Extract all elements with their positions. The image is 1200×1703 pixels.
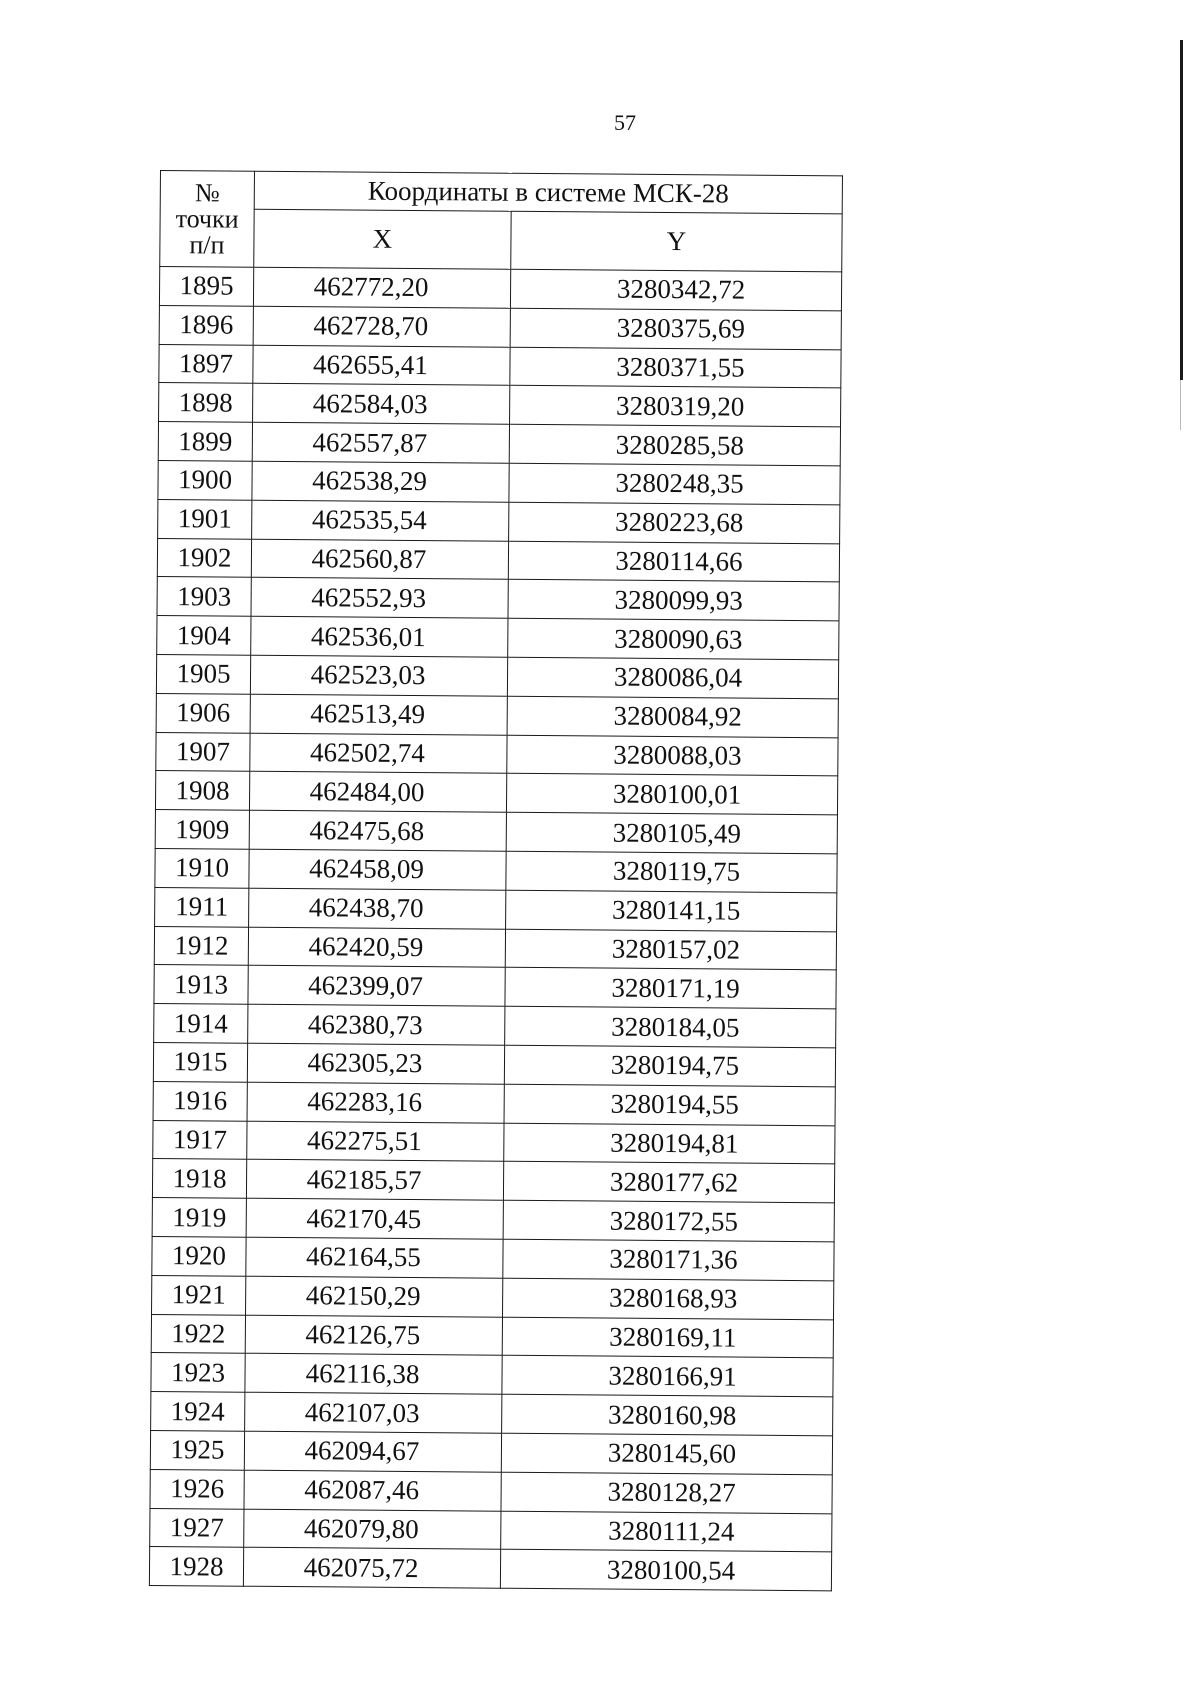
table-row	[150, 1469, 832, 1513]
table-row	[150, 1508, 832, 1552]
cell-x: 462513,49	[250, 694, 507, 735]
cell-y: 3280194,81	[504, 1123, 835, 1164]
cell-point-number: 1927	[150, 1508, 244, 1548]
cell-x: 462380,73	[248, 1004, 505, 1045]
cell-y: 3280145,60	[501, 1433, 832, 1474]
cell-point-number: 1899	[158, 422, 252, 462]
cell-point-number: 1915	[153, 1042, 247, 1082]
cell-x: 462079,80	[244, 1509, 501, 1550]
table-row	[152, 1236, 834, 1280]
cell-point-number: 1906	[156, 693, 250, 733]
table-row	[154, 1004, 836, 1048]
cell-x: 462170,45	[246, 1198, 503, 1239]
cell-point-number: 1898	[159, 383, 253, 423]
table-body	[149, 267, 841, 1591]
cell-y: 3280099,93	[508, 580, 839, 621]
cell-point-number: 1926	[150, 1469, 244, 1509]
cell-point-number: 1907	[156, 732, 250, 772]
cell-point-number: 1922	[151, 1314, 245, 1354]
cell-y: 3280128,27	[501, 1472, 832, 1513]
cell-y: 3280100,54	[500, 1550, 831, 1591]
cell-point-number: 1924	[151, 1392, 245, 1432]
cell-x: 462538,29	[252, 461, 509, 502]
cell-point-number: 1903	[157, 577, 251, 617]
cell-y: 3280184,05	[505, 1006, 836, 1047]
cell-x: 462584,03	[253, 384, 510, 425]
table-row	[149, 1547, 831, 1591]
cell-y: 3280248,35	[509, 463, 840, 504]
cell-point-number: 1914	[154, 1004, 248, 1044]
scan-edge-line-faint	[1180, 380, 1181, 430]
table-row	[157, 577, 839, 621]
page-number: 57	[614, 110, 636, 135]
cell-y: 3280177,62	[503, 1162, 834, 1203]
table-row	[155, 810, 837, 854]
cell-x: 462557,87	[252, 422, 509, 463]
cell-x: 462087,46	[244, 1470, 501, 1511]
cell-x: 462484,00	[249, 772, 506, 813]
table-row	[156, 732, 838, 776]
table-row	[151, 1353, 833, 1397]
cell-point-number: 1900	[158, 460, 252, 500]
cell-y: 3280223,68	[509, 502, 840, 543]
table-row	[152, 1198, 834, 1242]
cell-point-number: 1923	[151, 1353, 245, 1393]
cell-point-number: 1919	[152, 1198, 246, 1238]
cell-y: 3280194,55	[504, 1084, 835, 1125]
cell-x: 462552,93	[251, 578, 508, 619]
cell-y: 3280111,24	[501, 1511, 832, 1552]
cell-point-number: 1896	[159, 305, 253, 345]
cell-y: 3280166,91	[502, 1356, 833, 1397]
cell-point-number: 1917	[153, 1120, 247, 1160]
cell-y: 3280319,20	[510, 386, 841, 427]
header-point-word: точки	[175, 203, 239, 234]
cell-point-number: 1928	[149, 1547, 243, 1587]
cell-point-number: 1920	[152, 1236, 246, 1276]
cell-x: 462164,55	[246, 1237, 503, 1278]
table-row	[155, 848, 837, 892]
cell-point-number: 1901	[158, 499, 252, 539]
table-row	[159, 383, 841, 427]
cell-y: 3280119,75	[506, 851, 837, 892]
cell-point-number: 1908	[155, 771, 249, 811]
cell-y: 3280169,11	[502, 1317, 833, 1358]
cell-point-number: 1895	[159, 267, 253, 307]
cell-y: 3280171,19	[505, 968, 836, 1009]
cell-point-number: 1916	[153, 1081, 247, 1121]
cell-x: 462772,20	[253, 267, 510, 308]
table-row	[155, 771, 837, 815]
cell-x: 462536,01	[251, 616, 508, 657]
table-row	[152, 1159, 834, 1203]
cell-point-number: 1925	[150, 1430, 244, 1470]
cell-point-number: 1897	[159, 344, 253, 384]
table-row	[158, 499, 840, 543]
table-row	[159, 305, 841, 349]
cell-y: 3280194,75	[504, 1045, 835, 1086]
cell-y: 3280157,02	[505, 929, 836, 970]
cell-point-number: 1909	[155, 810, 249, 850]
cell-x: 462399,07	[248, 966, 505, 1007]
cell-x: 462185,57	[246, 1160, 503, 1201]
table-row	[150, 1430, 832, 1474]
table-row	[154, 926, 836, 970]
cell-x: 462275,51	[247, 1121, 504, 1162]
cell-x: 462655,41	[253, 345, 510, 386]
cell-y: 3280100,01	[506, 774, 837, 815]
table-row	[158, 422, 840, 466]
table-row	[157, 616, 839, 660]
cell-x: 462107,03	[245, 1392, 502, 1433]
cell-y: 3280141,15	[506, 890, 837, 931]
table-row	[153, 1120, 835, 1164]
cell-x: 462560,87	[251, 539, 508, 580]
cell-point-number: 1912	[154, 926, 248, 966]
table-row	[156, 654, 838, 698]
table-row	[153, 1042, 835, 1086]
header-number-sign: №	[194, 177, 220, 207]
cell-point-number: 1911	[155, 887, 249, 927]
cell-x: 462305,23	[247, 1043, 504, 1084]
cell-point-number: 1905	[156, 654, 250, 694]
header-y: Y	[511, 211, 842, 272]
cell-y: 3280172,55	[503, 1200, 834, 1241]
cell-point-number: 1904	[157, 616, 251, 656]
cell-x: 462420,59	[248, 927, 505, 968]
cell-y: 3280105,49	[506, 812, 837, 853]
header-x: X	[254, 209, 511, 269]
cell-y: 3280285,58	[509, 424, 840, 465]
table-row	[157, 538, 839, 582]
cell-x: 462502,74	[250, 733, 507, 774]
cell-y: 3280090,63	[508, 618, 839, 659]
cell-x: 462075,72	[243, 1547, 500, 1588]
cell-y: 3280160,98	[502, 1394, 833, 1435]
table-row	[153, 1081, 835, 1125]
coordinates-table	[149, 170, 843, 1591]
table-header	[160, 171, 843, 272]
header-ordinal-abbr: п/п	[189, 229, 225, 260]
cell-y: 3280375,69	[510, 308, 841, 349]
cell-x: 462126,75	[245, 1315, 502, 1356]
cell-point-number: 1902	[157, 538, 251, 578]
cell-point-number: 1913	[154, 965, 248, 1005]
table-row	[151, 1392, 833, 1436]
table-row	[154, 965, 836, 1009]
cell-y: 3280114,66	[508, 541, 839, 582]
cell-x: 462728,70	[253, 306, 510, 347]
cell-x: 462094,67	[244, 1431, 501, 1472]
cell-x: 462438,70	[249, 888, 506, 929]
table-row	[158, 460, 840, 504]
cell-point-number: 1910	[155, 848, 249, 888]
cell-y: 3280086,04	[507, 657, 838, 698]
cell-y: 3280371,55	[510, 347, 841, 388]
header-coordinate-system: Координаты в системе МСК-28	[254, 171, 842, 214]
table-row	[159, 267, 841, 311]
table-row	[155, 887, 837, 931]
cell-y: 3280342,72	[510, 269, 841, 310]
cell-x: 462475,68	[249, 810, 506, 851]
cell-point-number: 1918	[152, 1159, 246, 1199]
cell-point-number: 1921	[152, 1275, 246, 1315]
cell-y: 3280171,36	[503, 1239, 834, 1280]
scan-edge-line	[1180, 40, 1183, 380]
cell-x: 462283,16	[247, 1082, 504, 1123]
table-row	[151, 1314, 833, 1358]
cell-y: 3280084,92	[507, 696, 838, 737]
cell-x: 462150,29	[246, 1276, 503, 1317]
cell-y: 3280088,03	[507, 735, 838, 776]
table-row	[152, 1275, 834, 1319]
table-row	[159, 344, 841, 388]
cell-y: 3280168,93	[503, 1278, 834, 1319]
cell-x: 462523,03	[250, 655, 507, 696]
table-row	[156, 693, 838, 737]
header-point-number	[160, 171, 255, 268]
cell-x: 462535,54	[252, 500, 509, 541]
cell-x: 462458,09	[249, 849, 506, 890]
cell-x: 462116,38	[245, 1354, 502, 1395]
